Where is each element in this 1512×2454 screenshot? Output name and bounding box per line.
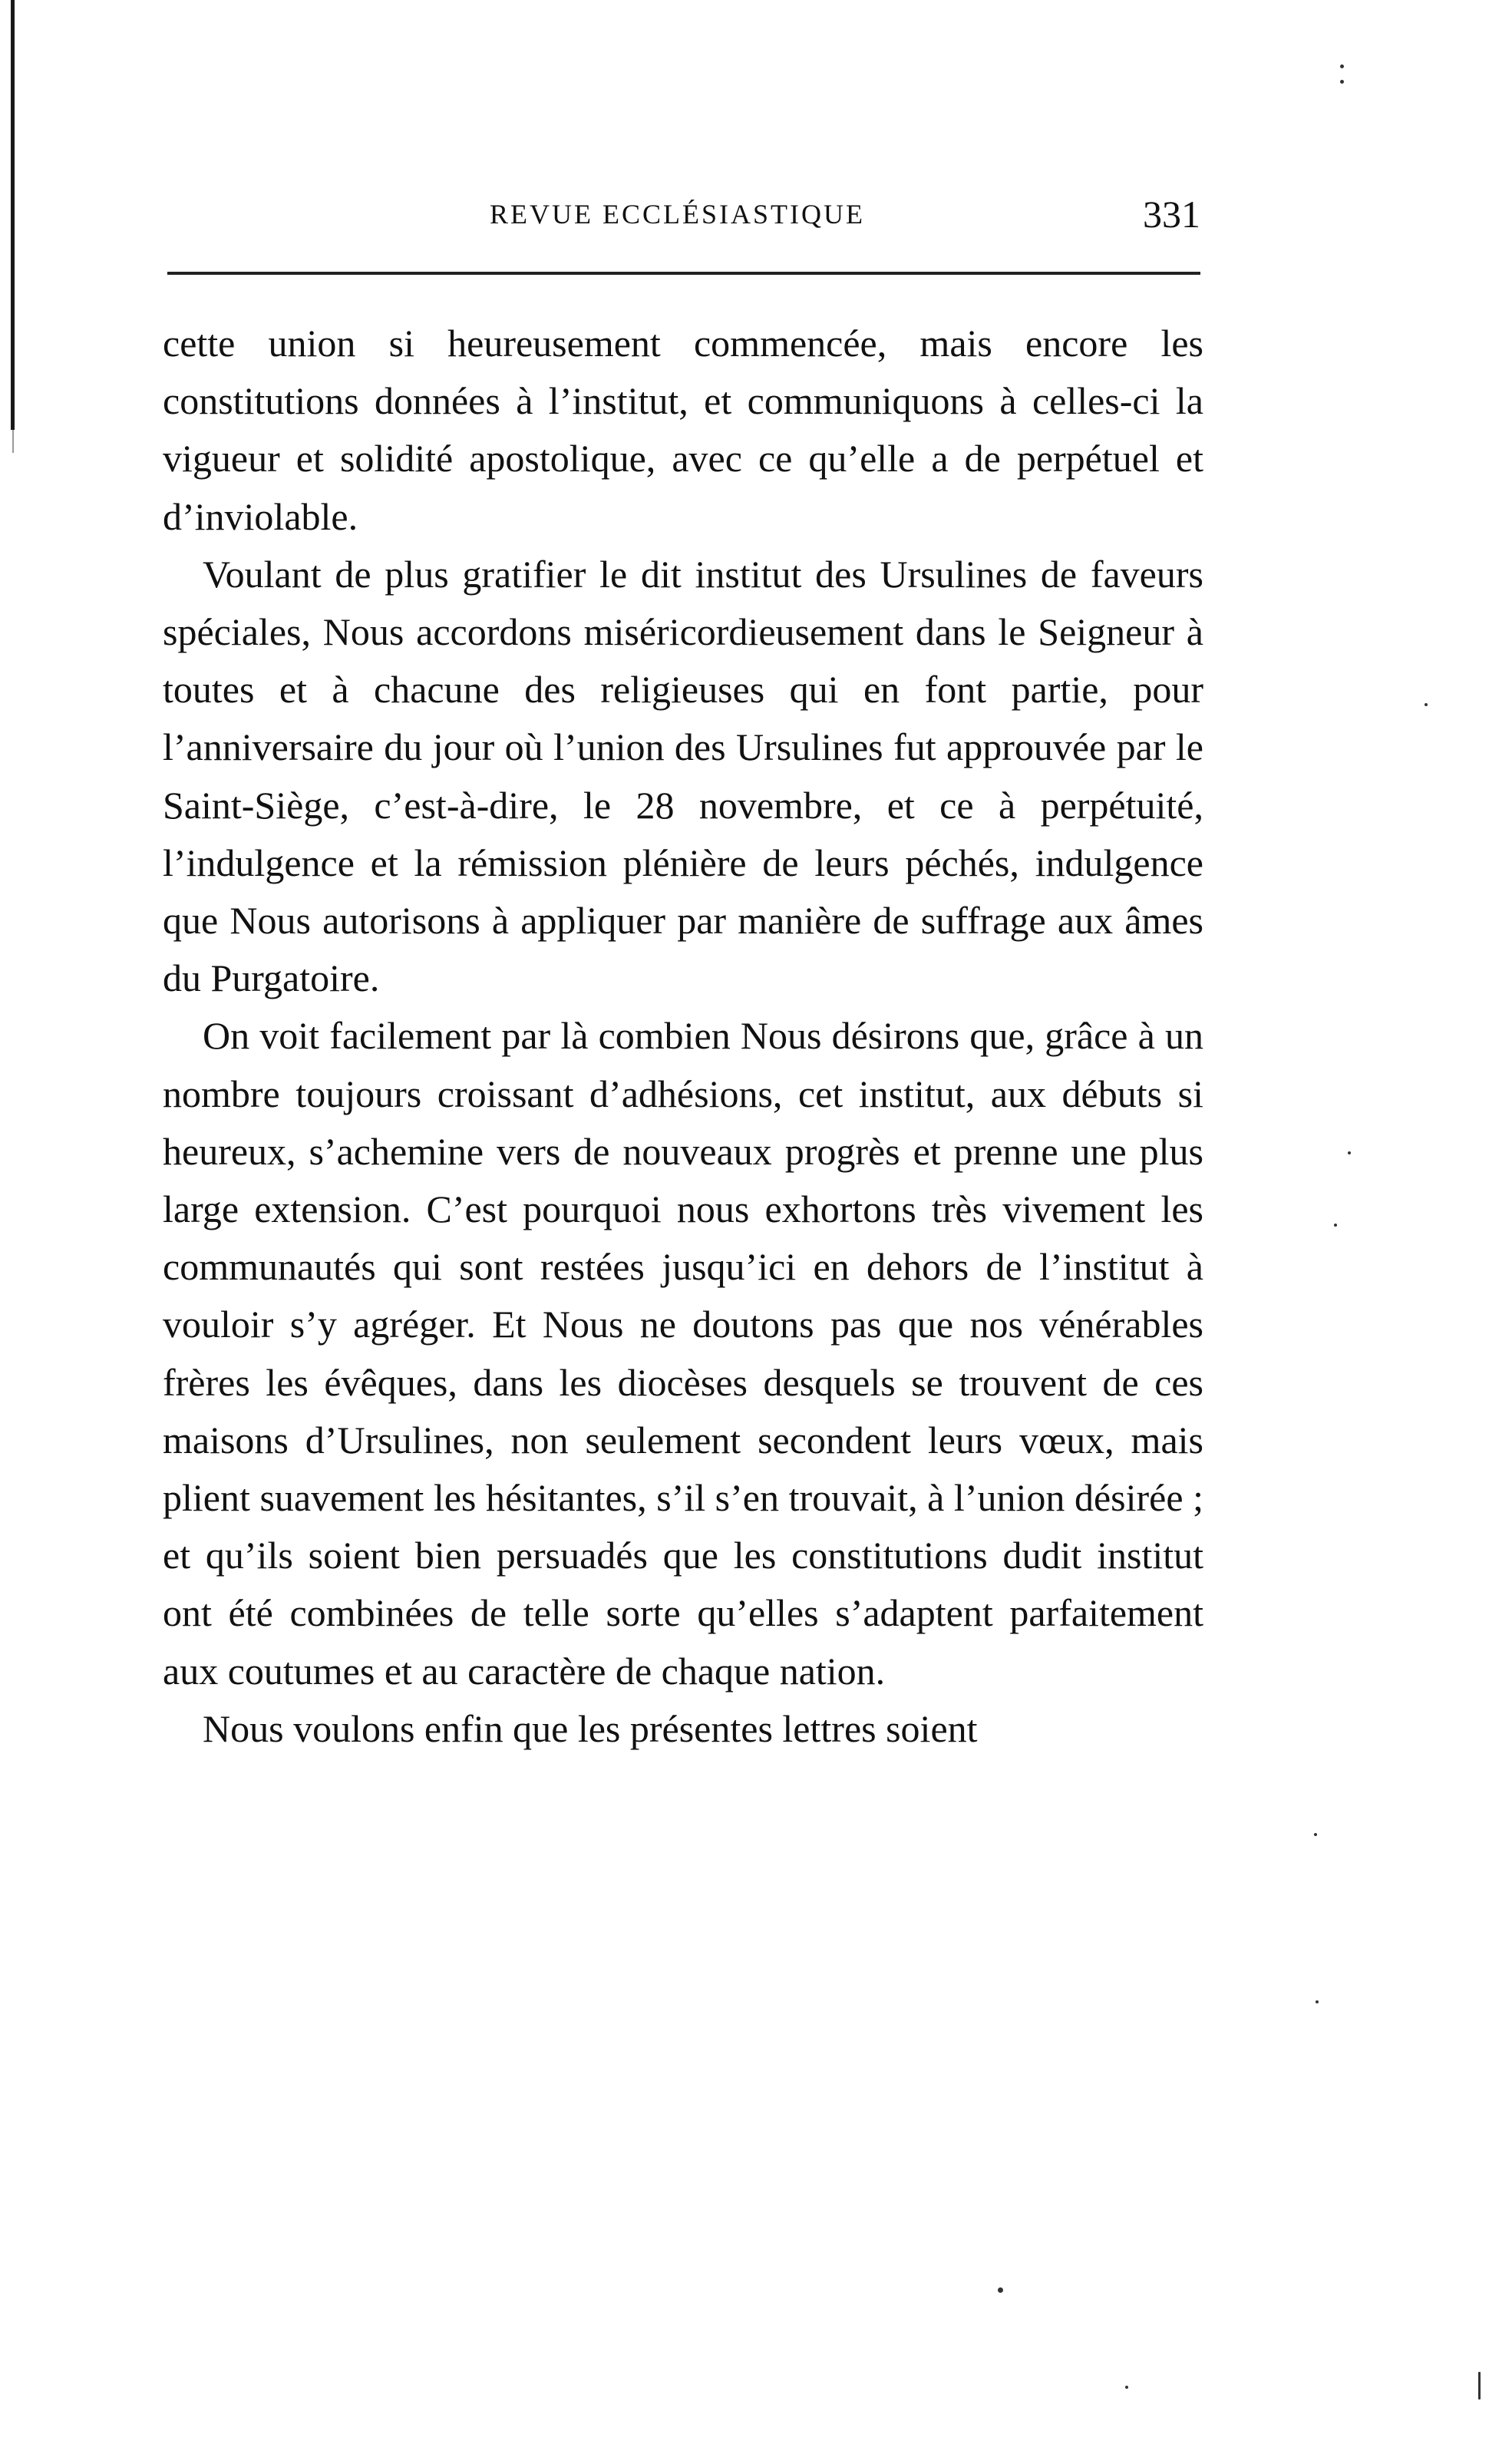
scan-speck <box>1425 703 1428 706</box>
scan-speck <box>1348 1151 1351 1154</box>
page-header <box>167 192 1200 246</box>
scan-speck <box>998 2287 1003 2293</box>
running-title: REVUE ECCLÉSIASTIQUE <box>490 199 865 230</box>
scan-speck <box>1334 1224 1337 1227</box>
paragraph-indulgence: Voulant de plus gratifier le dit institut des Ursulines de faveurs spéciales, Nous accordons miséricordieusement dans le Seigneur à toutes et à chacune des religieuses qui en font partie, pour l’anniversaire du jour où l’union des Ursulines fut approuvée par le Saint-Siège, c’est-à-dire, le 28 novembre, et ce à perpétuité, l’indulgence et la rémission plénière de leurs péchés, indulgence que Nous autorisons à appliquer par manière de suffrage aux âmes du Purgatoire. <box>163 552 1203 1000</box>
paragraph-closing: Nous voulons enfin que les présentes lettres soient <box>203 1706 978 1750</box>
scan-speck <box>1316 2000 1319 2003</box>
header-rule <box>167 272 1200 275</box>
scan-binding-edge-faint <box>12 430 14 453</box>
scan-speck <box>1478 2372 1481 2400</box>
page-number: 331 <box>1143 193 1200 236</box>
paragraph-exhortation: On voit facilement par là combien Nous désirons que, grâce à un nombre toujours croissant d’adhésions, cet institut, aux débuts si heureux, s’achemine vers de nouveaux progrès et prenne une plus large extension. C’est pourquoi nous exhortons très vivement les communautés qui sont restées jusqu’ici en dehors de l’institut à vouloir s’y agréger. Et Nous ne doutons pas que nos vénérables frères les évêques, dans les diocèses desquels se trouvent de ces maisons d’Ursulines, non seulement secondent leurs vœux, mais plient suavement les hésitantes, s’il s’en trouvait, à l’union désirée ; et qu’ils soient bien persuadés que les constitutions dudit institut ont été combinées de telle sorte qu’elles s’adaptent parfaitement aux coutumes et au caractère de chaque nation. <box>163 1014 1203 1693</box>
scan-speck <box>1314 1833 1317 1836</box>
paragraph-continuation: cette union si heureusement commencée, mais encore les constitutions données à l’institut, et communiquons à celles-ci la vigueur et solidité apostolique, avec ce qu’elle a de perpétuel et d’inviolable. <box>163 322 1203 538</box>
scan-speck <box>1340 64 1344 68</box>
scan-binding-edge <box>11 0 15 430</box>
body-text <box>163 315 1203 1758</box>
scan-speck <box>1125 2386 1128 2389</box>
scan-speck <box>1340 80 1344 84</box>
